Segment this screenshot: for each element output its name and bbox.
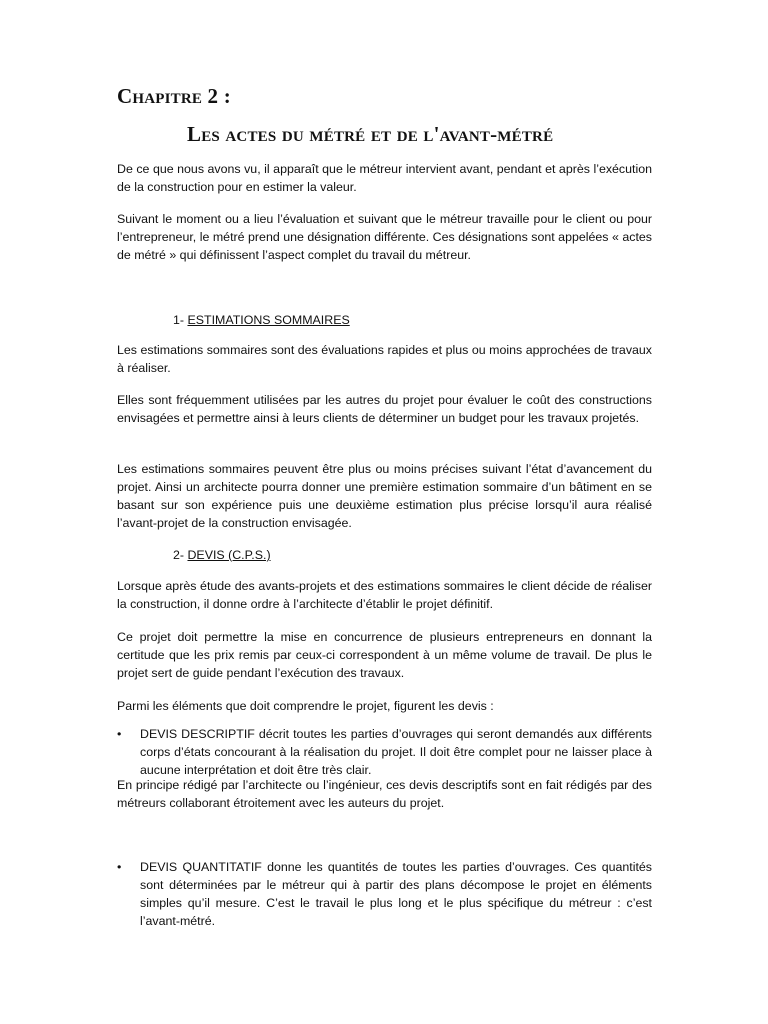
section-2-title: DEVIS (C.P.S.)	[187, 548, 271, 562]
section-2-paragraph-1: Lorsque après étude des avants-projets et des estimations sommaires le client décide de réaliser la construction, il donne ordre à l’architecte d’établir le projet définitif.	[117, 579, 652, 611]
chapter-title: Les actes du métré et de l'avant-métré	[187, 122, 554, 146]
section-1-number: 1-	[173, 313, 185, 327]
section-1-paragraph-1: Les estimations sommaires sont des évaluations rapides et plus ou moins approchées de travaux à réaliser.	[117, 343, 652, 375]
section-2-paragraph-3: Parmi les éléments que doit comprendre le projet, figurent les devis :	[117, 699, 494, 713]
section-2-paragraph-2: Ce projet doit permettre la mise en concurrence de plusieurs entrepreneurs en donnant la certitude que les prix remis par ceux-ci correspondent à un même volume de travail. De plus le projet sert de guide pendant l’exécution des travaux.	[117, 630, 652, 680]
section-2-heading	[173, 546, 271, 564]
bullet-text: DEVIS DESCRIPTIF décrit toutes les parties d’ouvrages qui seront demandés aux différents corps d’états concourant à la réalisation du projet. Il doit être complet pour ne laisser place à aucune interprétation et doit être très clair.	[140, 727, 652, 777]
section-2-number: 2-	[173, 548, 185, 562]
bullet-glyph: •	[117, 860, 122, 874]
section-1-paragraph-3: Les estimations sommaires peuvent être plus ou moins précises suivant l’état d’avancement du projet. Ainsi un architecte pourra donner une première estimation sommaire d’un bâtiment en se basant sur son expérience puis une deuxième estimation plus précise lorsqu’il aura réalisé l’avant-projet de la construction envisagée.	[117, 462, 652, 530]
section-1-heading	[173, 311, 350, 329]
intro-paragraph-1: De ce que nous avons vu, il apparaît que le métreur intervient avant, pendant et après l’exécution de la construction pour en estimer la valeur.	[117, 162, 652, 194]
chapter-label: Chapitre 2 :	[117, 84, 231, 108]
bullet-item-devis-descriptif	[117, 725, 652, 779]
bullet-glyph: •	[117, 727, 122, 741]
intro-paragraph-2: Suivant le moment ou a lieu l’évaluation et suivant que le métreur travaille pour le client ou pour l’entrepreneur, le métré prend une désignation différente. Ces désignations sont appelées « actes de métré » qui définissent l’aspect complet du travail du métreur.	[117, 212, 652, 262]
section-1-title: ESTIMATIONS SOMMAIRES	[187, 313, 350, 327]
bullet-text: DEVIS QUANTITATIF donne les quantités de toutes les parties d’ouvrages. Ces quantités sont déterminées par le métreur qui à partir des plans décompose le projet en éléments simples qu’il mesure. C’est le travail le plus long et le plus spécifique du métreur : c’est l’avant-métré.	[140, 860, 652, 928]
section-2-after-bullet-paragraph: En principe rédigé par l’architecte ou l’ingénieur, ces devis descriptifs sont en fait rédigés par des métreurs collaborant étroitement avec les auteurs du projet.	[117, 778, 652, 810]
section-1-paragraph-2: Elles sont fréquemment utilisées par les autres du projet pour évaluer le coût des constructions envisagées et permettre ainsi à leurs clients de déterminer un budget pour les travaux projetés.	[117, 393, 652, 425]
bullet-item-devis-quantitatif	[117, 858, 652, 930]
